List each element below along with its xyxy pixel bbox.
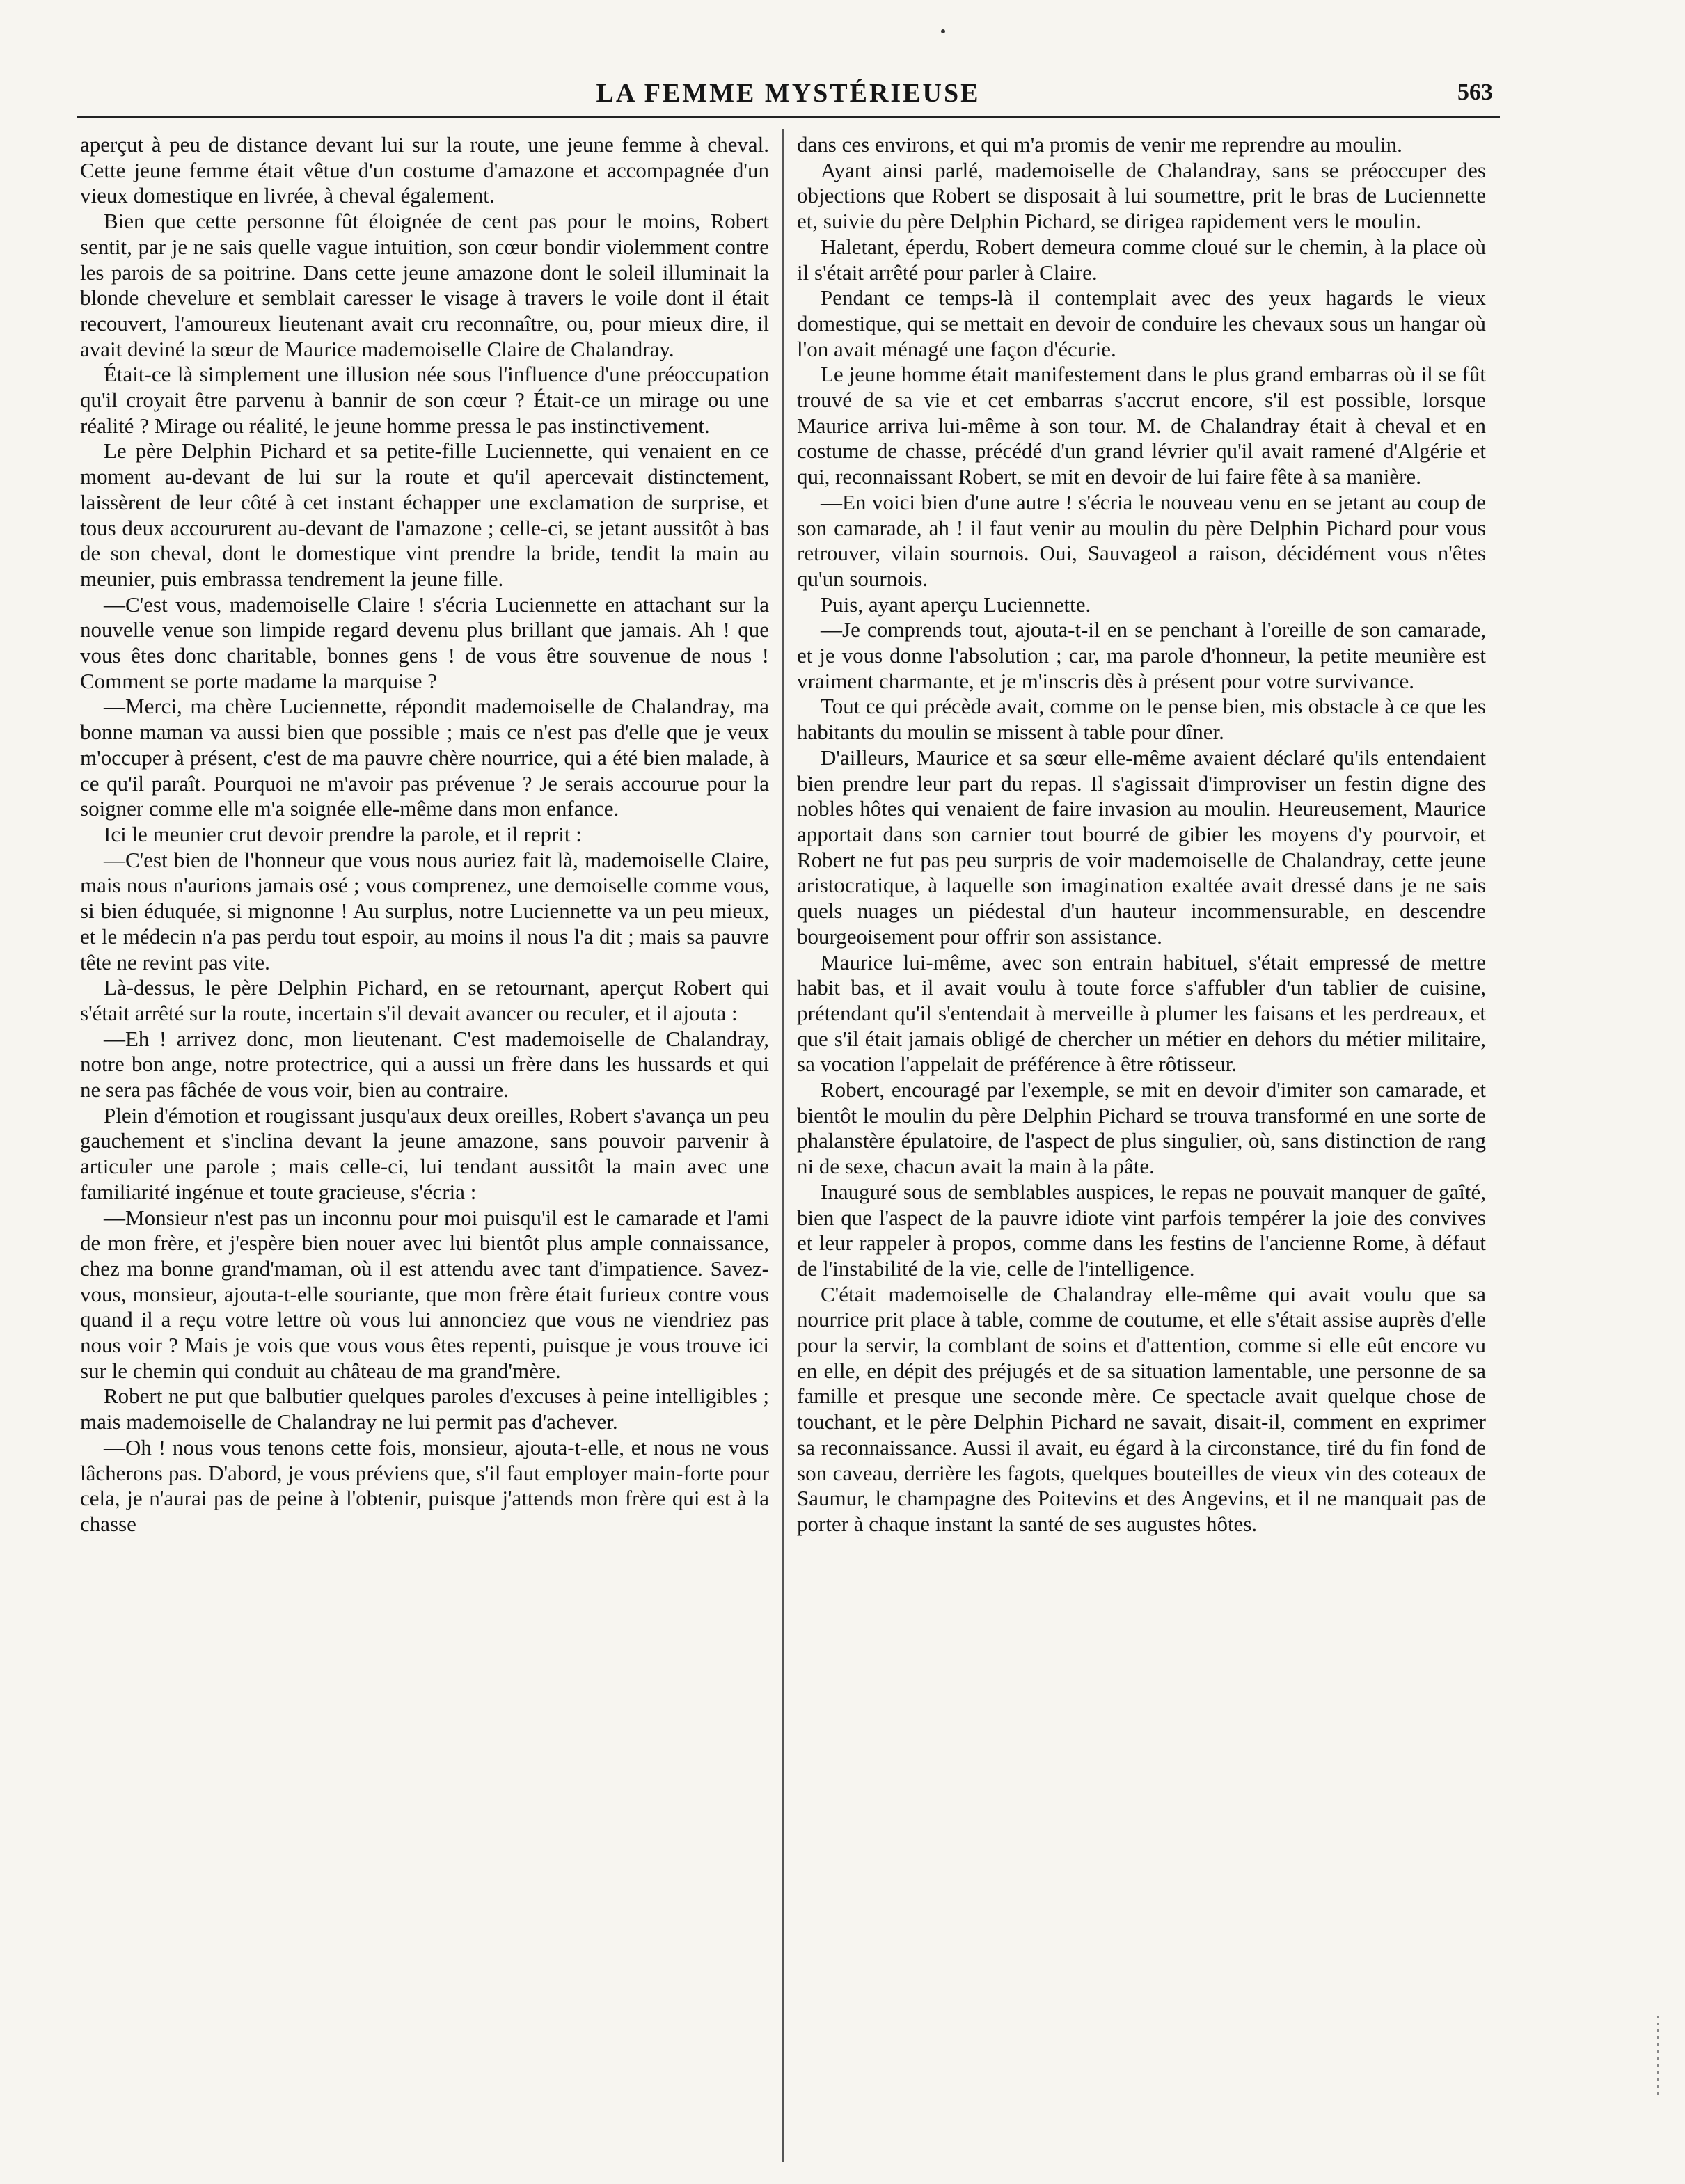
paragraph: Maurice lui-même, avec son entrain habituel, s'était empressé de mettre habit bas, et il avait voulu à toute force s'affubler d'un tablier de cuisine, prétendant qu'il s'entendait à merveille à plumer les faisans et les perdreaux, et que s'il était jamais obligé de chercher un métier en dehors du métier militaire, sa vocation l'appelait de préférence à être rôtisseur. [797,949,1486,1077]
paragraph: Bien que cette personne fût éloignée de cent pas pour le moins, Robert sentit, par je ne sais quelle vague intuition, son cœur bondir violemment contre les parois de sa poitrine. Dans cette jeune amazone dont le soleil illuminait la blonde chevelure et semblait caresser le visage à travers le voile dont il était recouvert, l'amoureux lieutenant avait cru reconnaître, ou, pour mieux dire, il avait deviné la sœur de Maurice mademoiselle Claire de Chalandray. [80,209,769,361]
paragraph: —Monsieur n'est pas un inconnu pour moi puisqu'il est le camarade et l'ami de mon frère, et j'espère bien nouer avec lui bientôt plus ample connaissance, chez ma bonne grand'maman, où il est attendu avec tant d'impatience. Savez-vous, monsieur, ajouta-t-elle souriante, que mon frère était furieux contre vous quand il a reçu votre lettre où vous lui annonciez que vous ne viendriez pas nous voir ? Mais je vois que vous vous êtes repenti, puisque je vous trouve ici sur le chemin qui conduit au château de ma grand'mère. [80,1205,769,1383]
page-number: 563 [1457,79,1493,105]
paragraph: Tout ce qui précède avait, comme on le pense bien, mis obstacle à ce que les habitants du moulin se missent à table pour dîner. [797,694,1486,745]
paragraph: Ici le meunier crut devoir prendre la parole, et il reprit : [104,821,582,846]
paragraph: —C'est vous, mademoiselle Claire ! s'écria Luciennette en attachant sur la nouvelle venue son limpide regard devenu plus brillant que jamais. Ah ! que vous êtes donc charitable, bonnes gens ! de vous être souvenue de nous ! Comment se porte madame la marquise ? [80,592,769,693]
paragraph: —C'est bien de l'honneur que vous nous auriez fait là, mademoiselle Claire, mais nous n'aurions jamais osé ; vous comprenez, une demoiselle comme vous, si bien éduquée, si mignonne ! Au surplus, notre Luciennette va un peu mieux, et le médecin n'a pas perdu tout espoir, au moins il nous l'a dit ; mais sa pauvre tête ne revint pas vite. [80,847,769,974]
paragraph: D'ailleurs, Maurice et sa sœur elle-même avaient déclaré qu'ils entendaient bien prendre leur part du repas. Il s'agissait d'improviser un festin digne des nobles hôtes qui venaient de faire invasion au moulin. Heureusement, Maurice apportait dans son carnier tout bourré de gibier les moyens d'y pourvoir, et Robert ne fut pas peu surpris de voir mademoiselle de Chalandray, cette jeune aristocratique, à laquelle son imagination exaltée avait dressé dans je ne sais quels nuages un piédestal d'un hauteur incommensurable, en descendre bourgeoisement pour offrir son assistance. [797,745,1486,949]
margin-specks [1655,2011,1662,2137]
right-column [797,132,1486,2161]
paragraph: Le jeune homme était manifestement dans le plus grand embarras où il se fût trouvé de sa vie et cet embarras s'accrut encore, s'il est possible, lorsque Maurice arriva lui-même à son tour. M. de Chalandray était à cheval et en costume de chasse, précédé d'un grand lévrier qu'il avait ramené d'Algérie et qui, reconnaissant Robert, se mit en devoir de lui faire fête à sa manière. [797,362,1486,489]
paragraph: Inauguré sous de semblables auspices, le repas ne pouvait manquer de gaîté, bien que l'aspect de la pauvre idiote vint parfois tempérer la joie des convives et leur rappeler à propos, comme dans les festins de l'ancienne Rome, à défaut de l'instabilité de la vie, celle de l'intelligence. [797,1179,1486,1281]
paragraph: aperçut à peu de distance devant lui sur la route, une jeune femme à cheval. Cette jeune femme était vêtue d'un costume d'amazone et accompagnée d'un vieux domestique en livrée, à cheval également. [80,132,769,208]
paragraph: —Je comprends tout, ajouta-t-il en se penchant à l'oreille de son camarade, et je vous donne l'absolution ; car, ma parole d'honneur, la petite meunière est vraiment charmante, et je m'inscris dès à présent pour votre survivance. [797,617,1486,693]
paragraph: Robert, encouragé par l'exemple, se mit en devoir d'imiter son camarade, et bientôt le moulin du père Delphin Pichard se trouva transformé en une sorte de phalanstère épulatoire, de l'aspect de plus singulier, où, sans distinction de rang ni de sexe, chacun avait la main à la pâte. [797,1077,1486,1179]
paragraph: dans ces environs, et qui m'a promis de venir me reprendre au moulin. [797,132,1402,157]
paragraph: Puis, ayant aperçu Luciennette. [821,592,1091,617]
paragraph: Était-ce là simplement une illusion née sous l'influence d'une préoccupation qu'il croyait être parvenu à bannir de son cœur ? Était-ce un mirage ou une réalité ? Mirage ou réalité, le jeune homme pressa le pas instinctivement. [80,362,769,438]
paragraph: Haletant, éperdu, Robert demeura comme cloué sur le chemin, à la place où il s'était arrêté pour parler à Claire. [797,234,1486,285]
running-title: LA FEMME MYSTÉRIEUSE [596,79,981,108]
paragraph: —En voici bien d'une autre ! s'écria le nouveau venu en se jetant au coup de son camarade, ah ! il faut venir au moulin du père Delphin Pichard pour vous retrouver, vilain sournois. Oui, Sauvageol a raison, décidément vous n'êtes qu'un sournois. [797,489,1486,591]
paragraph: —Merci, ma chère Luciennette, répondit mademoiselle de Chalandray, ma bonne maman va aussi bien que possible ; mais ce n'est pas d'elle que je veux m'occuper à présent, c'est de ma pauvre chère nourrice, qui a été bien malade, à ce qu'il paraît. Pourquoi ne m'avoir pas prévenue ? Je serais accourue pour la soigner comme elle m'a soignée elle-même dans mon enfance. [80,694,769,821]
paragraph: Pendant ce temps-là il contemplait avec des yeux hagards le vieux domestique, qui se mettait en devoir de conduire les chevaux sous un hangar où l'on avait ménagé une façon d'écurie. [797,285,1486,361]
paragraph: Plein d'émotion et rougissant jusqu'aux deux oreilles, Robert s'avança un peu gauchement et s'inclina devant la jeune amazone, sans pouvoir parvenir à articuler une parole ; mais celle-ci, lui tendant aussitôt la main avec une familiarité ingénue et toute gracieuse, s'écria : [80,1102,769,1204]
paragraph: Là-dessus, le père Delphin Pichard, en se retournant, aperçut Robert qui s'était arrêté sur la route, incertain s'il devait avancer ou reculer, et il ajouta : [80,975,769,1025]
page-header [77,78,1500,113]
paragraph: C'était mademoiselle de Chalandray elle-même qui avait voulu que sa nourrice prit place à table, comme de coutume, et elle s'était assise auprès d'elle pour la servir, la comblant de soins et d'attention, comme si elle eût encore vu en elle, en dépit des préjugés et de sa situation lamentable, une personne de sa famille et presque une seconde mère. Ce spectacle avait quelque chose de touchant, et le père Delphin Pichard ne savait, disait-il, comment en exprimer sa reconnaissance. Aussi il avait, eu égard à la circonstance, tiré du fin fond de son caveau, derrière les fagots, quelques bouteilles de vieux vin des coteaux de Saumur, le champagne des Poitevins et des Angevins, et il ne manquait pas de porter à chaque instant la santé de ses augustes hôtes. [797,1281,1486,1536]
paragraph: Robert ne put que balbutier quelques paroles d'excuses à peine intelligibles ; mais mademoiselle de Chalandray ne lui permit pas d'achever. [80,1384,769,1434]
header-rule [77,116,1500,118]
paragraph: —Oh ! nous vous tenons cette fois, monsieur, ajouta-t-elle, et nous ne vous lâcherons pas. D'abord, je vous préviens que, s'il faut employer main-forte pour cela, je n'aurai pas de peine à l'obtenir, puisque j'attends mon frère qui est à la chasse [80,1434,769,1536]
column-divider [782,129,784,2162]
ink-speck [941,29,945,33]
paragraph: Ayant ainsi parlé, mademoiselle de Chalandray, sans se préoccuper des objections que Robert se disposait à lui soumettre, prit le bras de Luciennette et, suivie du père Delphin Pichard, se dirigea rapidement vers le moulin. [797,157,1486,234]
paragraph: —Eh ! arrivez donc, mon lieutenant. C'est mademoiselle de Chalandray, notre bon ange, notre protectrice, qui a aussi un frère dans les hussards et qui ne sera pas fâchée de vous voir, bien au contraire. [80,1026,769,1102]
paragraph: Le père Delphin Pichard et sa petite-fille Luciennette, qui venaient en ce moment au-devant de lui sur la route et qu'il apercevait distinctement, laissèrent de leur côté à cet instant échapper une exclamation de surprise, et tous deux accoururent au-devant de l'amazone ; celle-ci, se jetant aussitôt à bas de son cheval, dont le domestique vint prendre la bride, tendit la main au meunier, puis embrassa tendrement la jeune fille. [80,438,769,591]
left-column [80,132,769,2161]
